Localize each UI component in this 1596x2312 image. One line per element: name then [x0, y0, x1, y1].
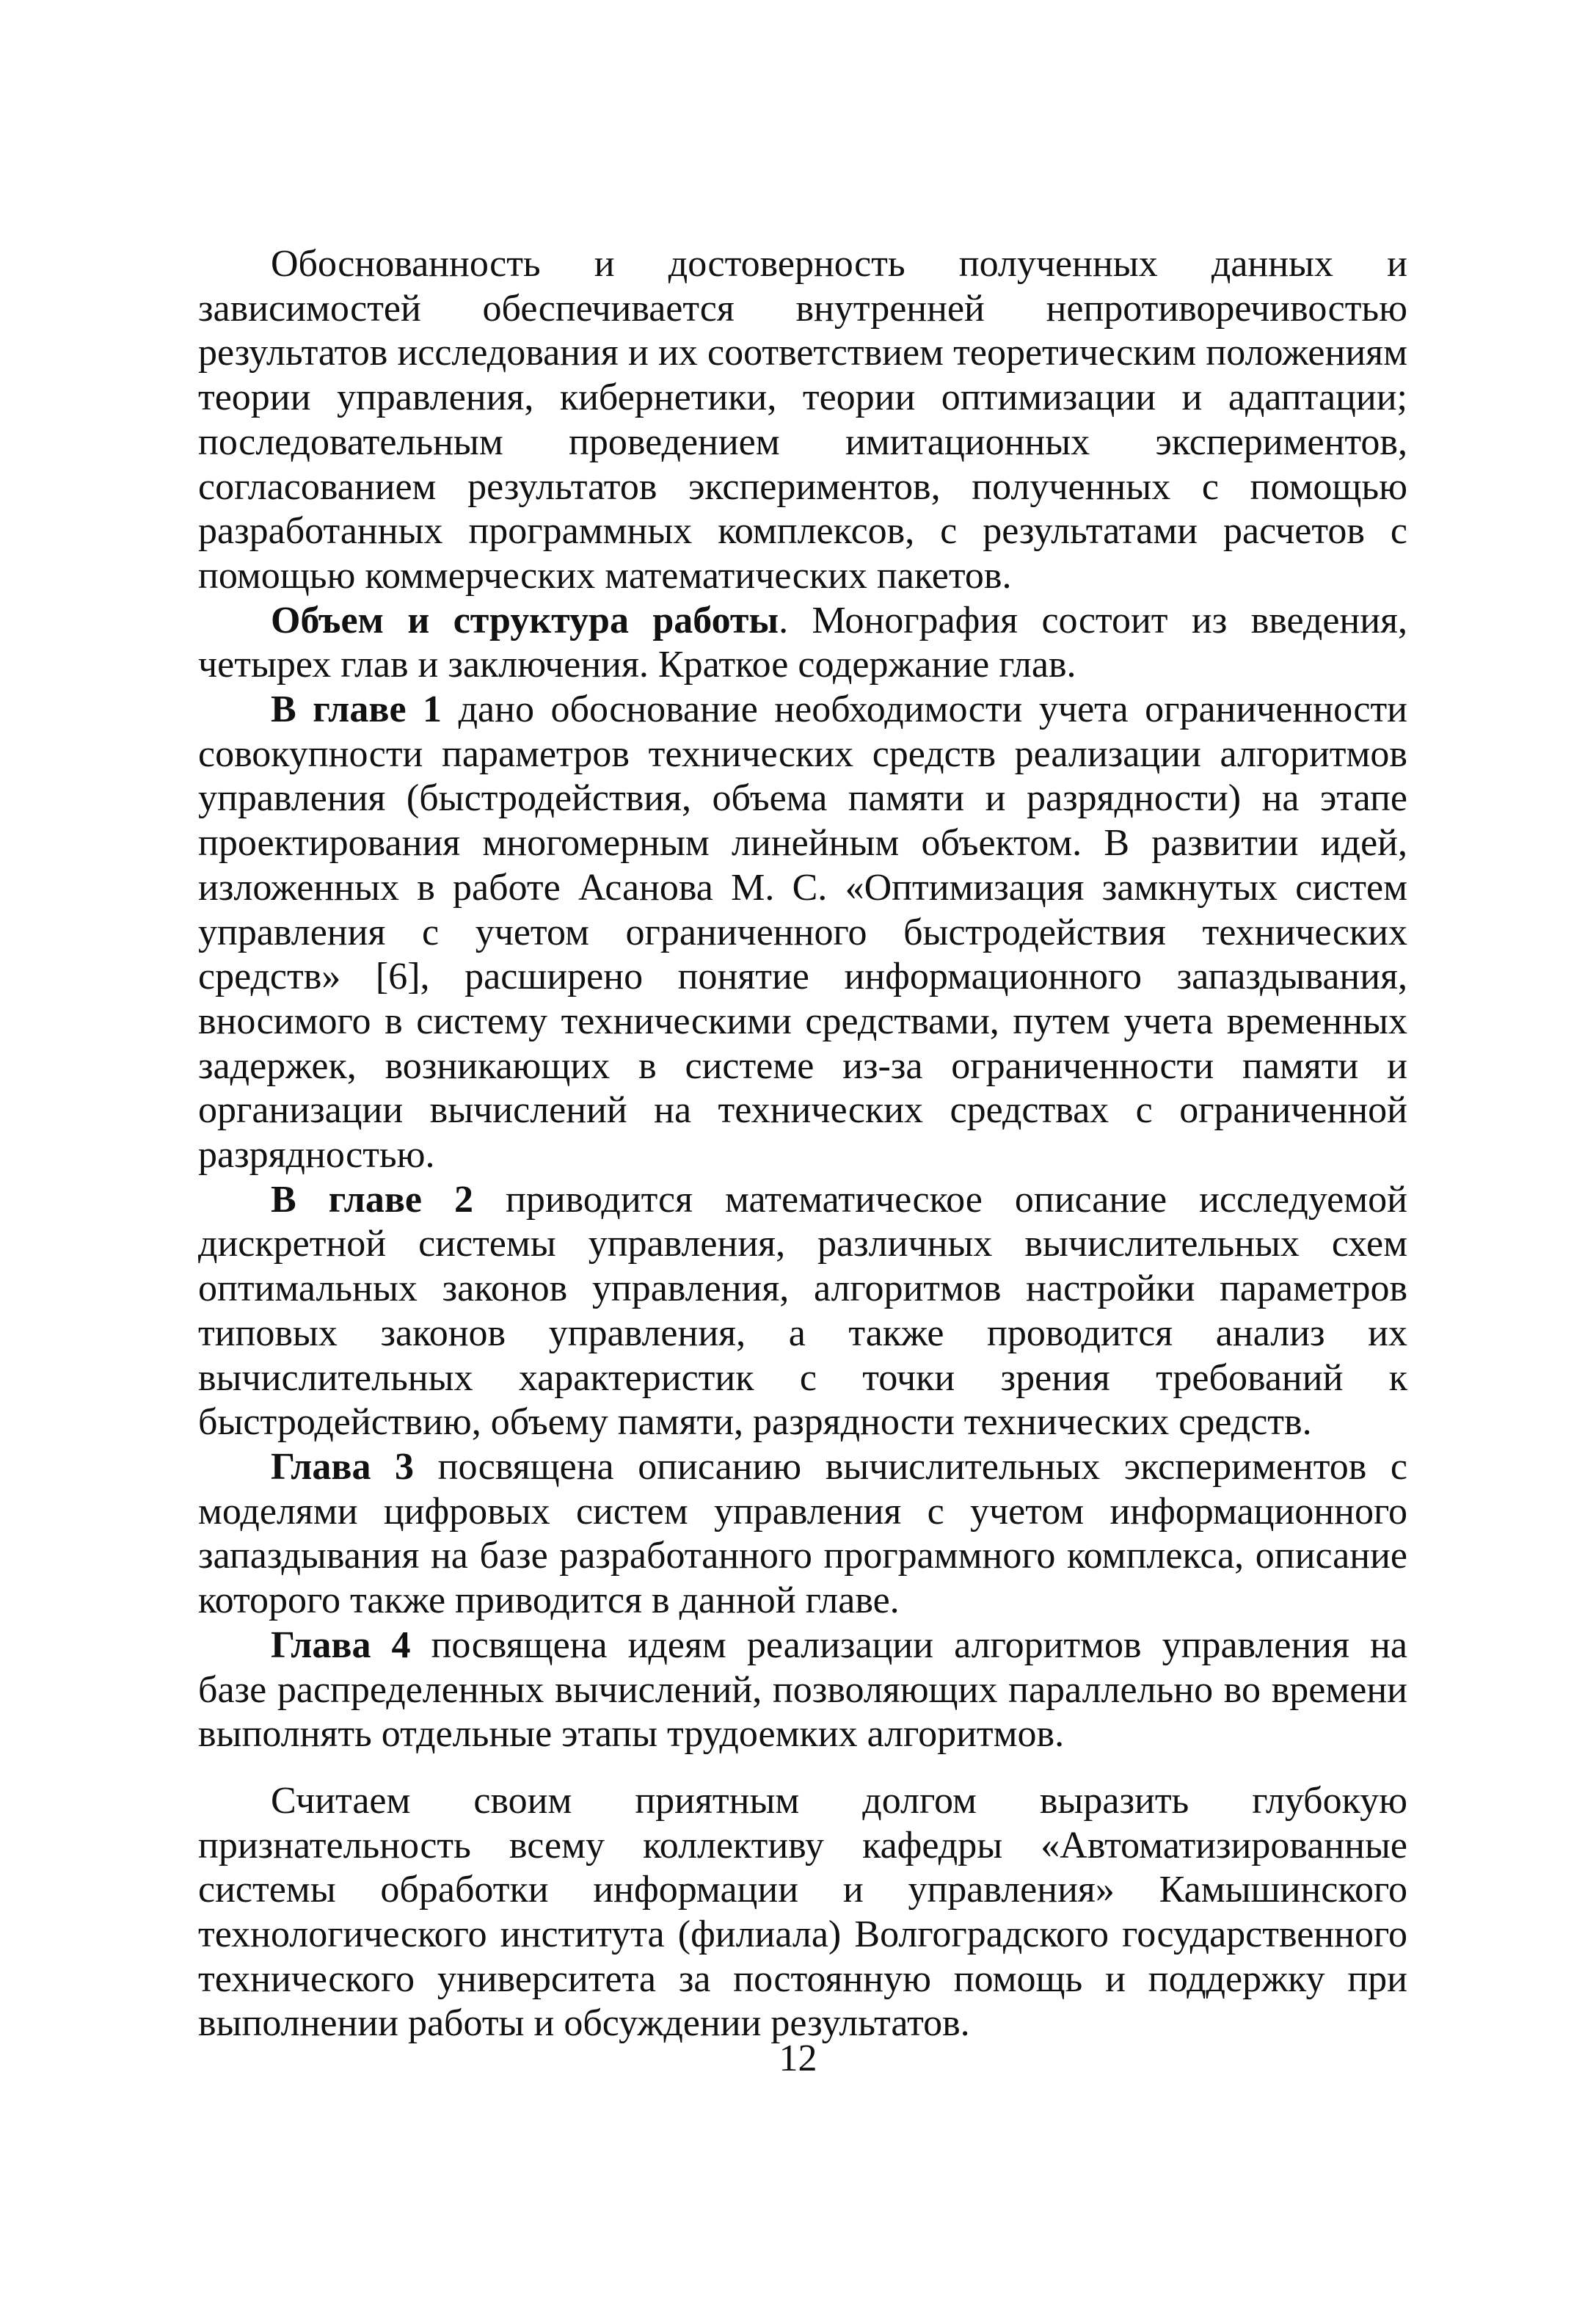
paragraph-chapter-4	[198, 1624, 1407, 1757]
paragraph-chapter-3-lead: Глава 3	[271, 1445, 415, 1488]
paragraph-chapter-2-lead: В главе 2	[271, 1178, 473, 1221]
paragraph-chapter-1-lead: В главе 1	[271, 688, 442, 731]
body-text	[198, 242, 1407, 2046]
paragraph-chapter-4-lead: Глава 4	[271, 1624, 411, 1666]
paragraph-chapter-2	[198, 1178, 1407, 1445]
paragraph-chapter-1-text: дано обоснование необходимости учета ограниченности совокупности параметров технических средств реализации алгоритмов управления (быстродействия, объема памяти и разрядности) на этапе проектирования многомерным линейным объектом. В развитии идей, изложенных в работе Асанова М. С. «Оптимизация замкнутых систем управления с учетом ограниченного быстродействия технических средств» [6], расширено понятие информационного запаздывания, вносимого в систему техническими средствами, путем учета временных задержек, возникающих в системе из-за ограниченности памяти и организации вычислений на технических средствах с ограниченной разрядностью.	[198, 688, 1407, 1177]
paragraph-chapter-3-text: посвящена описанию вычислительных экспериментов с моделями цифровых систем управления с учетом информационного запаздывания на базе разработанного программного комплекса, описание которого также приводится в данной главе.	[198, 1445, 1407, 1622]
paragraph-acknowledgements	[198, 1779, 1407, 2046]
paragraph-chapter-1	[198, 688, 1407, 1178]
paragraph-validity	[198, 242, 1407, 599]
paragraph-structure	[198, 599, 1407, 688]
paragraph-chapter-2-text: приводится математическое описание исследуемой дискретной системы управления, различных вычислительных схем оптимальных законов управления, алгоритмов настройки параметров типовых законов управления, а также проводится анализ их вычислительных характеристик с точки зрения требований к быстродействию, объему памяти, разрядности технических средств.	[198, 1178, 1407, 1444]
page-number: 12	[779, 2037, 817, 2079]
paragraph-structure-text: . Монография состоит из введения, четырех глав и заключения. Краткое содержание глав.	[198, 599, 1408, 686]
paragraph-chapter-4-text: посвящена идеям реализации алгоритмов управления на базе распределенных вычислений, позволяющих параллельно во времени выполнять отдельные этапы трудоемких алгоритмов.	[198, 1624, 1407, 1756]
paragraph-validity-text: Обоснованность и достоверность полученных данных и зависимостей обеспечивается внутренней непротиворечивостью результатов исследования и их соответствием теоретическим положениям теории управления, кибернетики, теории оптимизации и адаптации; последовательным проведением имитационных экспериментов, согласованием результатов экспериментов, полученных с помощью разработанных программных комплексов, с результатами расчетов с помощью коммерческих математических пакетов.	[198, 243, 1407, 597]
paragraph-structure-lead: Объем и структура работы	[271, 599, 779, 641]
paragraph-acknowledgements-text: Считаем своим приятным долгом выразить глубокую признательность всему коллективу кафедры «Автоматизированные системы обработки информации и управления» Камышинского технологического института (филиала) Волгоградского государственного технического университета за постоянную помощь и поддержку при выполнении работы и обсуждении результатов.	[198, 1779, 1407, 2045]
paragraph-chapter-3	[198, 1445, 1407, 1624]
